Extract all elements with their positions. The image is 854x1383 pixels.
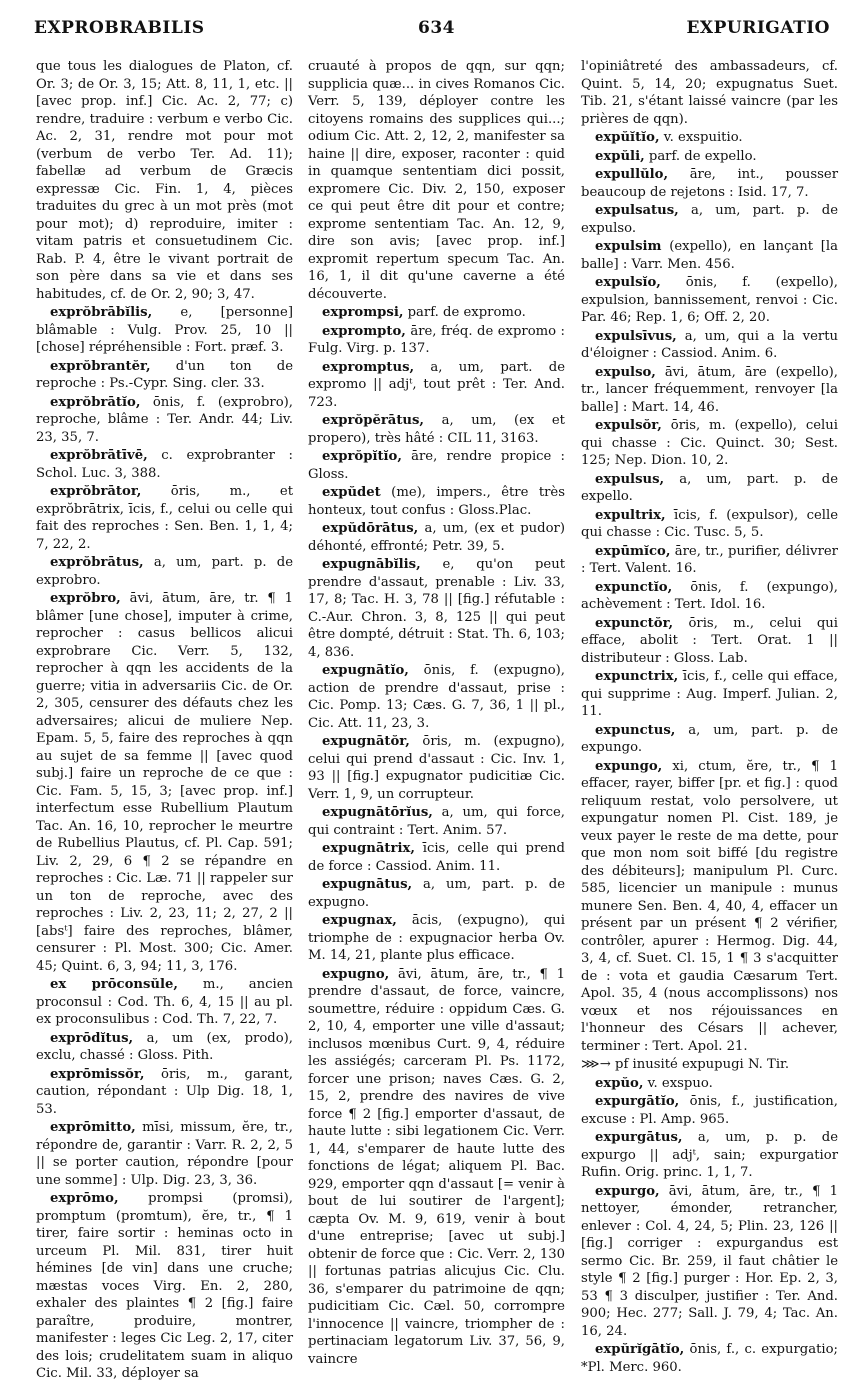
entry-text: ōnis, f. (expello), expulsion, bannissement, renvoi : Cic. Par. 46; Rep. 1, 6; Off. 2, 20. [581, 275, 838, 325]
dictionary-entry [581, 722, 838, 757]
headword: expromptus, [322, 359, 415, 375]
headword: expugnābĭlis, [322, 557, 421, 572]
dictionary-entry [581, 1075, 838, 1093]
headword: expunctus, [595, 722, 676, 738]
entry-text: a, um, qui a la vertu d'éloigner : Cassiod. Anim. 6. [581, 328, 838, 361]
dictionary-entry [581, 758, 838, 1056]
entry-text: v. exspuitio. [659, 130, 743, 145]
entry-text: c. exprobranter : Schol. Luc. 3, 388. [36, 448, 293, 481]
dictionary-entry [581, 579, 838, 614]
headword: expŭĭtĭo, [595, 130, 660, 145]
dictionary-entry [308, 448, 565, 483]
entry-text: ⋙→ pf inusité expupugi N. Tir. [581, 1057, 790, 1072]
dictionary-entry [581, 615, 838, 668]
headword: expultrix, [595, 507, 666, 523]
dictionary-entry [36, 447, 293, 482]
headword: expunctŏr, [595, 615, 674, 631]
entry-text: l'opiniâtreté des ambassadeurs, cf. Quint. 5, 14, 20; expugnatus Suet. Tib. 21, s'étant laissé vaincre (par les prières de qqn). [581, 59, 838, 127]
dictionary-entry [308, 556, 565, 661]
entry-text: īcis, celle qui prend de force : Cassiod. Anim. 11. [308, 841, 565, 874]
dictionary-entry [308, 520, 565, 555]
headword: exprōmitto, [50, 1120, 136, 1135]
headword: expŭrĭgātĭo, [595, 1342, 685, 1357]
entry-text: que tous les dialogues de Platon, cf. Or. 3; de Or. 3, 15; Att. 8, 11, 1, etc. || [avec prop. inf.] Cic. Ac. 2, 77; c) rendre, traduire : verbum e verbo Cic. Ac. 2, 31, rendre mot pour mot (verbum de verbo Ter. Ad. 11); fabellæ ad verbum de Græcis expressæ Cic. Fin. 1, 4, pièces traduites du grec à un mot près (mot pour mot); d) reproduire, imiter : vitam patris et consuetudinem Cic. Rab. P. 4, être le vivant portrait de son père dans sa vie et dans ses habitudes, cf. de Or. 2, 90; 3, 47. [36, 59, 293, 302]
dictionary-entry [36, 304, 293, 357]
headword: expulso, [595, 364, 656, 380]
dictionary-entry [308, 412, 565, 447]
entry-continuation [308, 58, 565, 303]
page-number: 634 [418, 18, 455, 38]
entry-text: v. exspuo. [643, 1075, 713, 1091]
dictionary-entry [581, 1341, 838, 1376]
headword: exprŏbrātus, [50, 555, 144, 570]
headword: exprŏbrātīvē, [50, 448, 148, 463]
headword: expŭo, [595, 1075, 644, 1091]
dictionary-entry [308, 804, 565, 839]
headword: exprompsi, [322, 305, 404, 320]
headword: expulsŏr, [595, 418, 662, 433]
page-header [30, 18, 830, 48]
dictionary-entry [308, 876, 565, 911]
headword: exprŏbrātĭo, [50, 394, 141, 410]
entry-text: āvi, ātum, āre (expello), tr., lancer fréquemment, renvoyer [la balle] : Mart. 14, 46. [581, 364, 838, 415]
entry-text: a, um, part. p. de expugno. [308, 877, 565, 910]
entry-text: āre, tr., purifier, délivrer : Tert. Valent. 16. [581, 543, 838, 576]
entry-text: ōris, m., garant, caution, répondant : Ulp Dig. 18, 1, 53. [36, 1066, 293, 1117]
headword: expurgātus, [595, 1130, 683, 1145]
headword: exprōmo, [50, 1191, 119, 1206]
dictionary-entry [36, 358, 293, 393]
headword: exprŏbro, [50, 591, 121, 606]
dictionary-entry [308, 662, 565, 732]
dictionary-entry [308, 359, 565, 412]
headword: expulsim [595, 239, 662, 254]
headword: exprompto, [322, 323, 406, 339]
headword: expugnātōrĭus, [322, 805, 433, 820]
entry-text: ōnis, f., c. expurgatio; *Pl. Merc. 960. [581, 1342, 838, 1375]
dictionary-entry [581, 238, 838, 273]
entry-text: d'un ton de reproche : Ps.-Cypr. Sing. cler. 33. [36, 358, 293, 391]
dictionary-entry [581, 148, 838, 166]
dictionary-entry [581, 328, 838, 363]
headword: expunctrix, [595, 669, 679, 684]
entry-text: xi, ctum, ĕre, tr., ¶ 1 effacer, rayer, biffer [pr. et fig.] : quod reliquum restat, volo persolvere, ut expungatur nomen Pl. Cist. 189, je veux payer le reste de ma dette, pour que mon nom soit biffé [du registre des débiteurs]; manipulum Pl. Curc. 585, licencier un manipule : munus munere Sen. Ben. 4, 40, 4, effacer un présent par un présent ¶ 2 vérifier, contrôler, apurer : Hermog. Dig. 44, 3, 4, cf. Suet. Cl. 15, 1 ¶ 3 s'acquitter de : vota et gaudia Cæsarum Tert. Apol. 35, 4 (nous accomplissons) nos vœux et nos réjouissances en l'honneur des Césars || achever, terminer : Tert. Apol. 21. [581, 758, 838, 1054]
left-guide-word: EXPROBRABILIS [34, 18, 205, 38]
entry-text: (me), impers., être très honteux, tout confus : Gloss.Plac. [308, 485, 565, 518]
entry-text: a, um, part. p. de exprobro. [36, 555, 293, 588]
entry-text: āvi, ātum, āre, tr. ¶ 1 blâmer [une chose], imputer à crime, reprocher : casus bellicos alicui exprobrare Cic. Verr. 5, 132, reprocher à qqn les accidents de la guerre; vitia in adversariis Cic. de Or. 2, 305, censurer des défauts chez les adversaires; alicui de muliere Nep. Epam. 5, 5, faire des reproches à qqn au sujet de sa femme || [avec quod subj.] faire un reproche de ce que : Cic. Fam. 5, 15, 3; [avec prop. inf.] interfectum esse Rubellium Plautum Tac. An. 16, 10, reprocher le meurtre de Rubellius Plautus, cf. Pl. Cap. 591; Liv. 2, 29, 6 ¶ 2 se répandre en reproches : Cic. Læ. 71 || rappeler sur un ton de reproche, avec des reproches : Liv. 2, 23, 11; 2, 27, 2 || [absᵗ] faire des reproches, blâmer, censurer : Pl. Most. 300; Cic. Amer. 45; Quint. 6, 3, 94; 11, 3, 176. [36, 591, 293, 974]
entry-text: a, um, part. de expromo || adjᵗ, tout prêt : Ter. And. 723. [308, 359, 565, 410]
dictionary-entry [308, 484, 565, 519]
entry-text: īcis, f., celle qui efface, qui supprime : Aug. Imperf. Julian. 2, 11. [581, 669, 838, 719]
dictionary-entry [36, 1030, 293, 1065]
entry-text: ōnis, f. (expugno), action de prendre d'assaut, prise : Cic. Pomp. 13; Cæs. G. 7, 36, 1 || pl., Cic. Att. 11, 23, 3. [308, 663, 565, 731]
dictionary-entry [581, 471, 838, 506]
dictionary-entry [36, 1066, 293, 1119]
entry-text: āre, fréq. de expromo : Fulg. Virg. p. 137. [308, 323, 565, 356]
entry-text: ōris, m. (expello), celui qui chasse : Cic. Quinct. 30; Sest. 125; Nep. Dion. 10, 2. [581, 418, 838, 468]
entry-text: ōris, m. (expugno), celui qui prend d'assaut : Cic. Inv. 1, 93 || [fig.] expugnator pudicitiæ Cic. Verr. 1, 9, un corrupteur. [308, 734, 565, 802]
dictionary-entry [36, 1119, 293, 1189]
headword: expungo, [595, 758, 663, 774]
headword: exprŏpĕrātus, [322, 413, 425, 428]
column-2 [308, 58, 565, 1367]
entry-text: a, um, (ex et pudor) déhonté, effronté; Petr. 39, 5. [308, 521, 565, 554]
headword: expulsĭo, [595, 275, 661, 290]
entry-text: prompsi (promsi), promptum (promtum), ĕre, tr., ¶ 1 tirer, faire sortir : heminas octo in urceum Pl. Mil. 831, tirer huit hémines [de vin] dans une cruche; mæstas voces Virg. En. 2, 280, exhaler des plaintes ¶ 2 [fig.] faire paraître, produire, montrer, manifester : leges Cic Leg. 2, 17, citer des lois; crudelitatem suam in aliquo Cic. Mil. 33, déployer sa [36, 1191, 293, 1381]
entry-text: a, um, (ex et propero), très hâté : CIL 11, 3163. [308, 413, 565, 446]
headword: expŭdōrātus, [322, 521, 419, 536]
headword: exprŏpĭtĭo, [322, 449, 402, 464]
entry-text: ācis, (expugno), qui triomphe de : expugnacior herba Ov. M. 14, 21, plante plus efficace. [308, 913, 565, 963]
entry-text: āvi, ātum, āre, tr., ¶ 1 nettoyer, émonder, retrancher, enlever : Col. 4, 24, 5; Plin. 23, 126 || [fig.] corriger : expurgandus est sermo Cic. Br. 259, il faut châtier le style ¶ 2 [fig.] purger : Hor. Ep. 2, 3, 53 ¶ 3 disculper, justifier : Ter. And. 900; Hec. 277; Sall. J. 79, 4; Tac. An. 16, 24. [581, 1183, 838, 1339]
dictionary-entry [308, 966, 565, 1369]
dictionary-entry [581, 1129, 838, 1182]
headword: exprōmissŏr, [50, 1066, 145, 1082]
headword: expulsatus, [595, 203, 679, 218]
entry-text: ōris, m., et exprŏbrātrix, īcis, f., celui ou celle qui fait des reproches : Sen. Ben. 1, 1, 4; 7, 22, 2. [36, 484, 293, 552]
dictionary-entry [36, 1190, 293, 1383]
dictionary-entry [581, 417, 838, 470]
headword: expurgo, [595, 1183, 660, 1199]
dictionary-columns [36, 58, 838, 1381]
headword: expugnax, [322, 913, 397, 928]
entry-text: āre, int., pousser beaucoup de rejetons : Isid. 17, 7. [581, 167, 838, 200]
headword: expŭdet [322, 485, 381, 500]
dictionary-entry [36, 590, 293, 975]
dictionary-entry [581, 1093, 838, 1128]
headword: expugno, [322, 966, 390, 982]
headword: expugnātus, [322, 877, 413, 892]
entry-text: ōris, m., celui qui efface, abolit : Tert. Orat. 1 || distributeur : Gloss. Lab. [581, 615, 838, 666]
entry-text: cruauté à propos de qqn, sur qqn; supplicia quæ... in cives Romanos Cic. Verr. 5, 139, déployer contre les citoyens romains des supplices qui...; odium Cic. Att. 2, 12, 2, manifester sa haine || dire, exposer, raconter : quid in quamque sententiam dici possit, expromere Cic. Div. 2, 150, exposer ce qui peut être dit pour et contre; exprome sententiam Tac. An. 12, 9, dire son avis; [avec prop. inf.] expromit repertum specum Tac. An. 16, 1, il dit qu'une caverne a été découverte. [308, 59, 565, 302]
dictionary-entry [308, 323, 565, 358]
entry-text: īcis, f. (expulsor), celle qui chasse : Cic. Tusc. 5, 5. [581, 507, 838, 540]
dictionary-entry [308, 840, 565, 875]
dictionary-entry [581, 274, 838, 327]
headword: exprōdĭtus, [50, 1030, 134, 1046]
entry-text: āre, rendre propice : Gloss. [308, 449, 565, 482]
dictionary-entry [581, 129, 838, 147]
entry-text: a, um, part. p. de expungo. [581, 722, 838, 755]
entry-text: a, um, part. p. de expulso. [581, 203, 838, 236]
headword: expŭli, [595, 148, 645, 164]
dictionary-entry [36, 554, 293, 589]
dictionary-entry [308, 304, 565, 322]
entry-text: parf. de expromo. [403, 305, 526, 320]
dictionary-entry [581, 166, 838, 201]
column-1 [36, 58, 294, 1381]
dictionary-entry [581, 1183, 838, 1341]
entry-text: ōnis, f. (expungo), achèvement : Tert. Idol. 16. [581, 579, 838, 612]
entry-text: e, [personne] blâmable : Vulg. Prov. 25, 10 || [chose] répréhensible : Fort. præf. 3. [36, 305, 293, 355]
entry-text: e, qu'on peut prendre d'assaut, prenable : Liv. 33, 17, 8; Tac. H. 3, 78 || [fig.] réfutable : C.-Aur. Chron. 3, 8, 125 || qui peut être dompté, détruit : Stat. Th. 6, 103; 4, 836. [308, 557, 565, 660]
entry-text: a, um, qui force, qui contraint : Tert. Anim. 57. [308, 805, 565, 838]
right-guide-word: EXPURIGATIO [686, 18, 830, 38]
headword: expugnātĭo, [322, 663, 409, 678]
dictionary-entry [36, 483, 293, 553]
entry-text: parf. de expello. [644, 148, 757, 164]
dictionary-entry [581, 507, 838, 542]
dictionary-entry [581, 364, 838, 417]
headword: ex prōconsŭle, [50, 977, 178, 992]
entry-text: āvi, ātum, āre, tr., ¶ 1 prendre d'assaut, de force, vaincre, soumettre, réduire : oppidum Cæs. G. 2, 10, 4, emporter une ville d'assaut; inclusos mœnibus Curt. 9, 4, réduire les assiégés; carceram Pl. Ps. 1172, forcer une prison; naves Cæs. G. 2, 15, 2, prendre des navires de vive force ¶ 2 [fig.] emporter d'assaut, de haute lutte : sibi legationem Cic. Verr. 1, 44, s'emparer de haute lutte des fonctions de légat; aliquem Pl. Bac. 929, emporter qqn d'assaut [= venir à bout de lui soutirer de l'argent]; cæpta Ov. M. 9, 619, venir à bout d'une entreprise; [avec ut subj.] obtenir de force que : Cic. Verr. 2, 130 || fortunas patrias alicujus Cic. Clu. 36, s'emparer du patrimoine de qqn; pudicitiam Cic. Cæl. 50, corrompre l'innocence || vaincre, triompher de : pertinaciam legatorum Liv. 37, 56, 9, vaincre [308, 966, 565, 1367]
dictionary-entry [581, 543, 838, 578]
headword: expugnātrix, [322, 841, 415, 856]
entry-text: a, um, p. p. de expurgo || adjᵗ, sain; expurgatior Rufin. Orig. princ. 1, 1, 7. [581, 1130, 838, 1180]
dictionary-entry [581, 668, 838, 721]
headword: exprŏbrābĭlis, [50, 305, 153, 320]
entry-continuation [581, 58, 838, 128]
dictionary-entry [308, 912, 565, 965]
headword: expunctĭo, [595, 579, 673, 595]
dictionary-entry [308, 733, 565, 803]
headword: expugnātŏr, [322, 734, 410, 749]
entry-text: m., ancien proconsul : Cod. Th. 6, 4, 15 || au pl. ex proconsulibus : Cod. Th. 7, 22, 7. [36, 977, 294, 1027]
entry-continuation [581, 1056, 838, 1074]
headword: exprŏbrantĕr, [50, 358, 151, 374]
entry-text: ōnis, f., justification, excuse : Pl. Amp. 965. [581, 1094, 838, 1127]
headword: expulsīvus, [595, 328, 677, 344]
dictionary-entry [36, 394, 293, 447]
dictionary-entry [36, 976, 293, 1029]
entry-text: mīsi, missum, ĕre, tr., répondre de, garantir : Varr. R. 2, 2, 5 || se porter caution, répondre [pour une somme] : Ulp. Dig. 23, 3, 36. [36, 1120, 293, 1188]
entry-text: ōnis, f. (exprobro), reproche, blâme : Ter. Andr. 44; Liv. 23, 35, 7. [36, 394, 293, 445]
headword: expurgātĭo, [595, 1094, 680, 1109]
headword: expulsus, [595, 471, 665, 487]
entry-text: a, um, part. p. de expello. [581, 471, 838, 504]
entry-text: a, um (ex, prodo), exclu, chassé : Gloss. Pith. [36, 1030, 293, 1063]
headword: expūmĭco, [595, 543, 671, 559]
entry-continuation [36, 58, 293, 303]
entry-text: (expello), en lançant [la balle] : Varr. Men. 456. [581, 239, 838, 272]
headword: expullŭlo, [595, 167, 669, 182]
headword: exprŏbrātor, [50, 484, 142, 499]
column-3 [581, 58, 838, 1375]
dictionary-entry [581, 202, 838, 237]
